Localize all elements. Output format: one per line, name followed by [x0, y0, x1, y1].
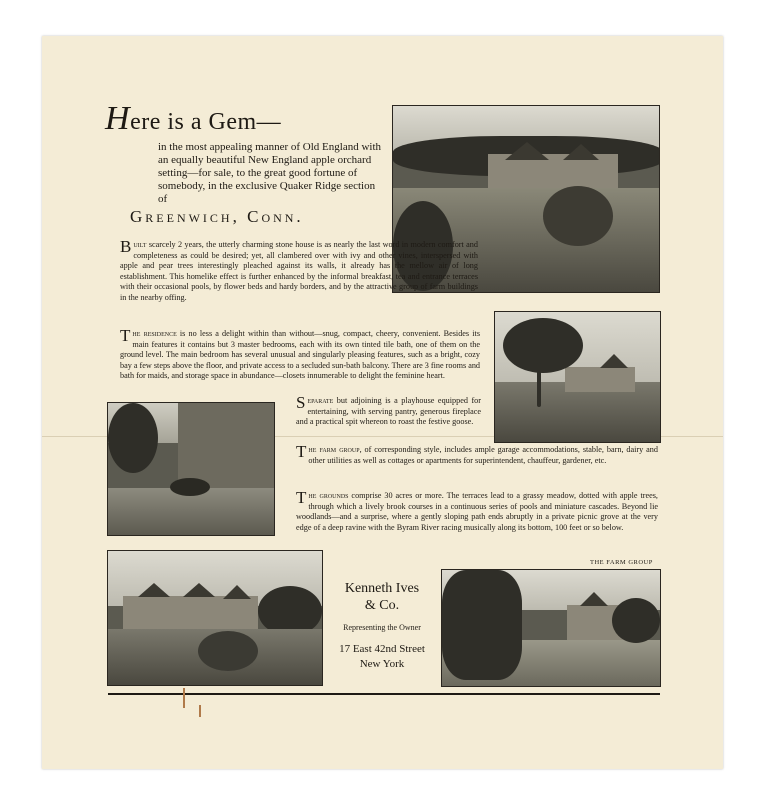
paragraph-residence — [120, 328, 480, 382]
photo-farm-group — [441, 569, 661, 687]
headline-text: ere is a Gem— — [130, 109, 282, 135]
paragraph-body: scarcely 2 years, the utterly charming stone house is as nearly the last word in modern comfort and completeness as could be desired; yet, all clambered over with ivy and other vines, interspersed with apple and pear trees interestingly pleached against its walls, it already has the mellow air of long establishment. This homelike effect is further enhanced by the informal breakfast, tea and entrance terraces with their occasional pools, by flower beds and hardy borders, and by the attractive group of farm buildings in the nearby offing. — [120, 240, 478, 302]
agent-company-suffix: & Co. — [364, 598, 400, 613]
dropcap-t: T — [296, 488, 307, 507]
intro-text: in the most appealing manner of Old England with an equally beautiful New England apple orchard setting—for sale, to the great good fortune of somebody, in the exclusive Quaker Ridge section of — [158, 141, 382, 205]
paragraph-grounds — [296, 490, 658, 533]
dropcap-b: B — [120, 237, 132, 256]
photo-terrace — [107, 402, 275, 536]
bottom-rule — [108, 693, 660, 695]
paragraph-lead: he grounds — [308, 490, 349, 500]
paragraph-body: but adjoining is a playhouse equipped for entertaining, with serving pantry, generous fireplace and a practical spit whereon to roast the festive goose. — [296, 396, 481, 426]
dropcap-t: T — [296, 442, 307, 461]
agent-city: New York — [359, 658, 405, 670]
location-title: Greenwich, Conn. — [130, 207, 304, 226]
agent-name: Kenneth Ives — [344, 581, 420, 596]
headline-initial: H — [105, 100, 131, 137]
photo-caption-farm-group: THE FARM GROUP — [590, 559, 653, 566]
dropcap-t: T — [120, 326, 131, 345]
paragraph-body: comprise 30 acres or more. The terraces lead to a grassy meadow, dotted with apple trees, through which a lively brook courses in a continuous series of pools and miniature cascades. Beyond lie woodlands—and a surprise, where a gently sloping path ends abruptly in a private picnic grove at the very edge of a deep ravine with the Byram River racing musically along its bottom, 100 feet or so below. — [296, 491, 658, 532]
photo-orchard-house — [494, 311, 661, 443]
headline — [105, 100, 281, 138]
paper-stain — [183, 688, 185, 708]
paragraph-lead: eparate — [307, 395, 334, 405]
photo-house-front — [107, 550, 323, 686]
paragraph-lead: he farm group — [308, 444, 360, 454]
paragraph-lead: he residence — [132, 328, 177, 338]
paragraph-built — [120, 239, 478, 303]
agent-representing: Representing the Owner — [343, 623, 421, 632]
agent-street: 17 East 42nd Street — [339, 643, 425, 655]
paragraph-body: is no less a delight within than without—snug, compact, cheery, convenient. Besides its main features it contains but 3 master bedrooms, each with its own tinted tile bath, one of them on the ground level. The main bedroom has several unusual and singularly pleasing features, such as a bright, cozy bay a few steps above the floor, and private access to a secluded sun-bath balcony. There are 3 fine rooms and bath for maids, and storage space in abundance—closets innumerable to delight the feminine heart. — [120, 329, 481, 380]
paragraph-lead: uilt — [133, 239, 147, 249]
paragraph-farm-group — [296, 444, 658, 466]
dropcap-s: S — [296, 393, 306, 412]
paper-stain — [199, 705, 201, 717]
paragraph-separate — [296, 395, 481, 428]
paragraph-body: , of corresponding style, includes ample garage accommodations, stable, barn, dairy and other utilities as well as cottages or apartments for superintendent, chauffeur, gardener, etc. — [308, 445, 658, 465]
agent-block — [326, 580, 438, 672]
